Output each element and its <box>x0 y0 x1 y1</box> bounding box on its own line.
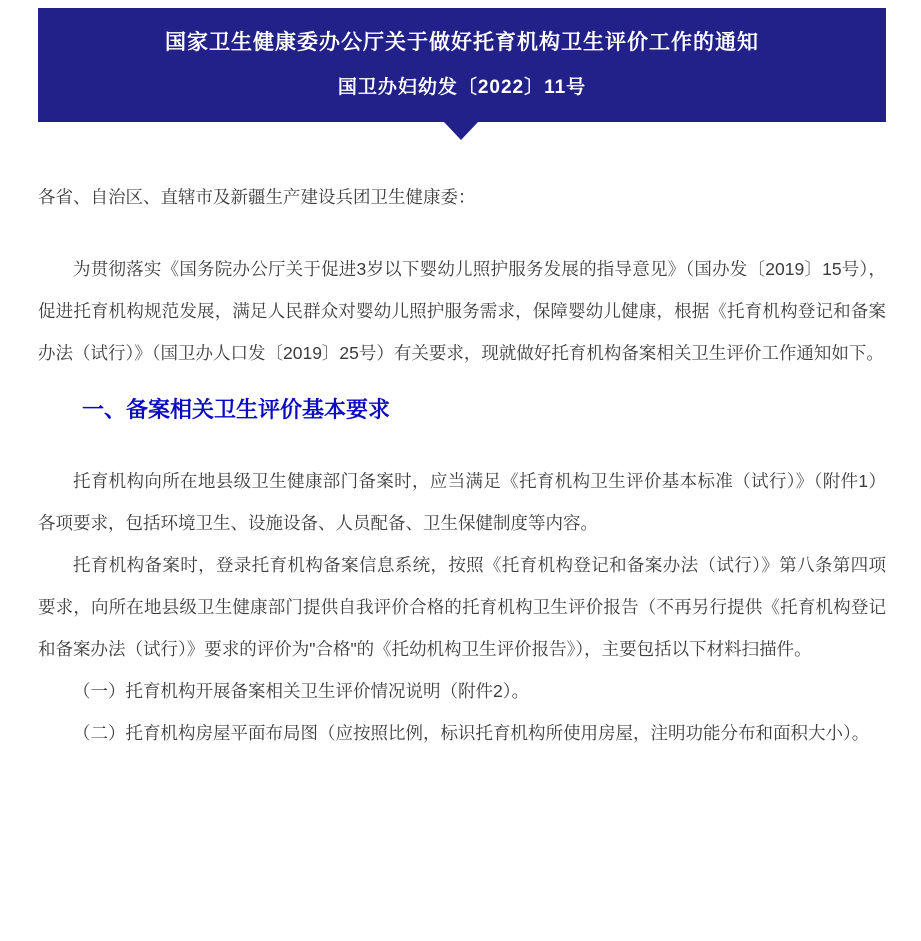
banner-pointer-triangle <box>444 122 478 140</box>
notice-body <box>38 176 886 754</box>
section-1-paragraph-2: 托育机构备案时，登录托育机构备案信息系统，按照《托育机构登记和备案办法（试行）》第八条第四项要求，向所在地县级卫生健康部门提供自我评价合格的托育机构卫生评价报告（不再另行提供《托育机构登记和备案办法（试行）》要求的评价为"合格"的《托幼机构卫生评价报告》），主要包括以下材料扫描件。 <box>38 555 886 659</box>
section-1-item-1: （一）托育机构开展备案相关卫生评价情况说明（附件2）。 <box>73 681 529 701</box>
notice-title: 国家卫生健康委办公厅关于做好托育机构卫生评价工作的通知 <box>165 31 759 54</box>
section-1-paragraph-1: 托育机构向所在地县级卫生健康部门备案时，应当满足《托育机构卫生评价基本标准（试行）》（附件1）各项要求，包括环境卫生、设施设备、人员配备、卫生保健制度等内容。 <box>38 471 886 533</box>
section-1-item-2: （二）托育机构房屋平面布局图（应按照比例，标识托育机构所使用房屋，注明功能分布和面积大小）。 <box>73 723 870 743</box>
salutation-line: 各省、自治区、直辖市及新疆生产建设兵团卫生健康委： <box>38 187 476 207</box>
notice-document-number: 国卫办妇幼发〔2022〕11号 <box>337 77 587 99</box>
notice-header-banner <box>38 8 886 122</box>
intro-paragraph: 为贯彻落实《国务院办公厅关于促进3岁以下婴幼儿照护服务发展的指导意见》（国办发〔2019〕15号），促进托育机构规范发展，满足人民群众对婴幼儿照护服务需求，保障婴幼儿健康，根据《托育机构登记和备案办法（试行）》（国卫办人口发〔2019〕25号）有关要求，现就做好托育机构备案相关卫生评价工作通知如下。 <box>38 259 886 363</box>
section-1-heading: 一、备案相关卫生评价基本要求 <box>82 397 391 422</box>
